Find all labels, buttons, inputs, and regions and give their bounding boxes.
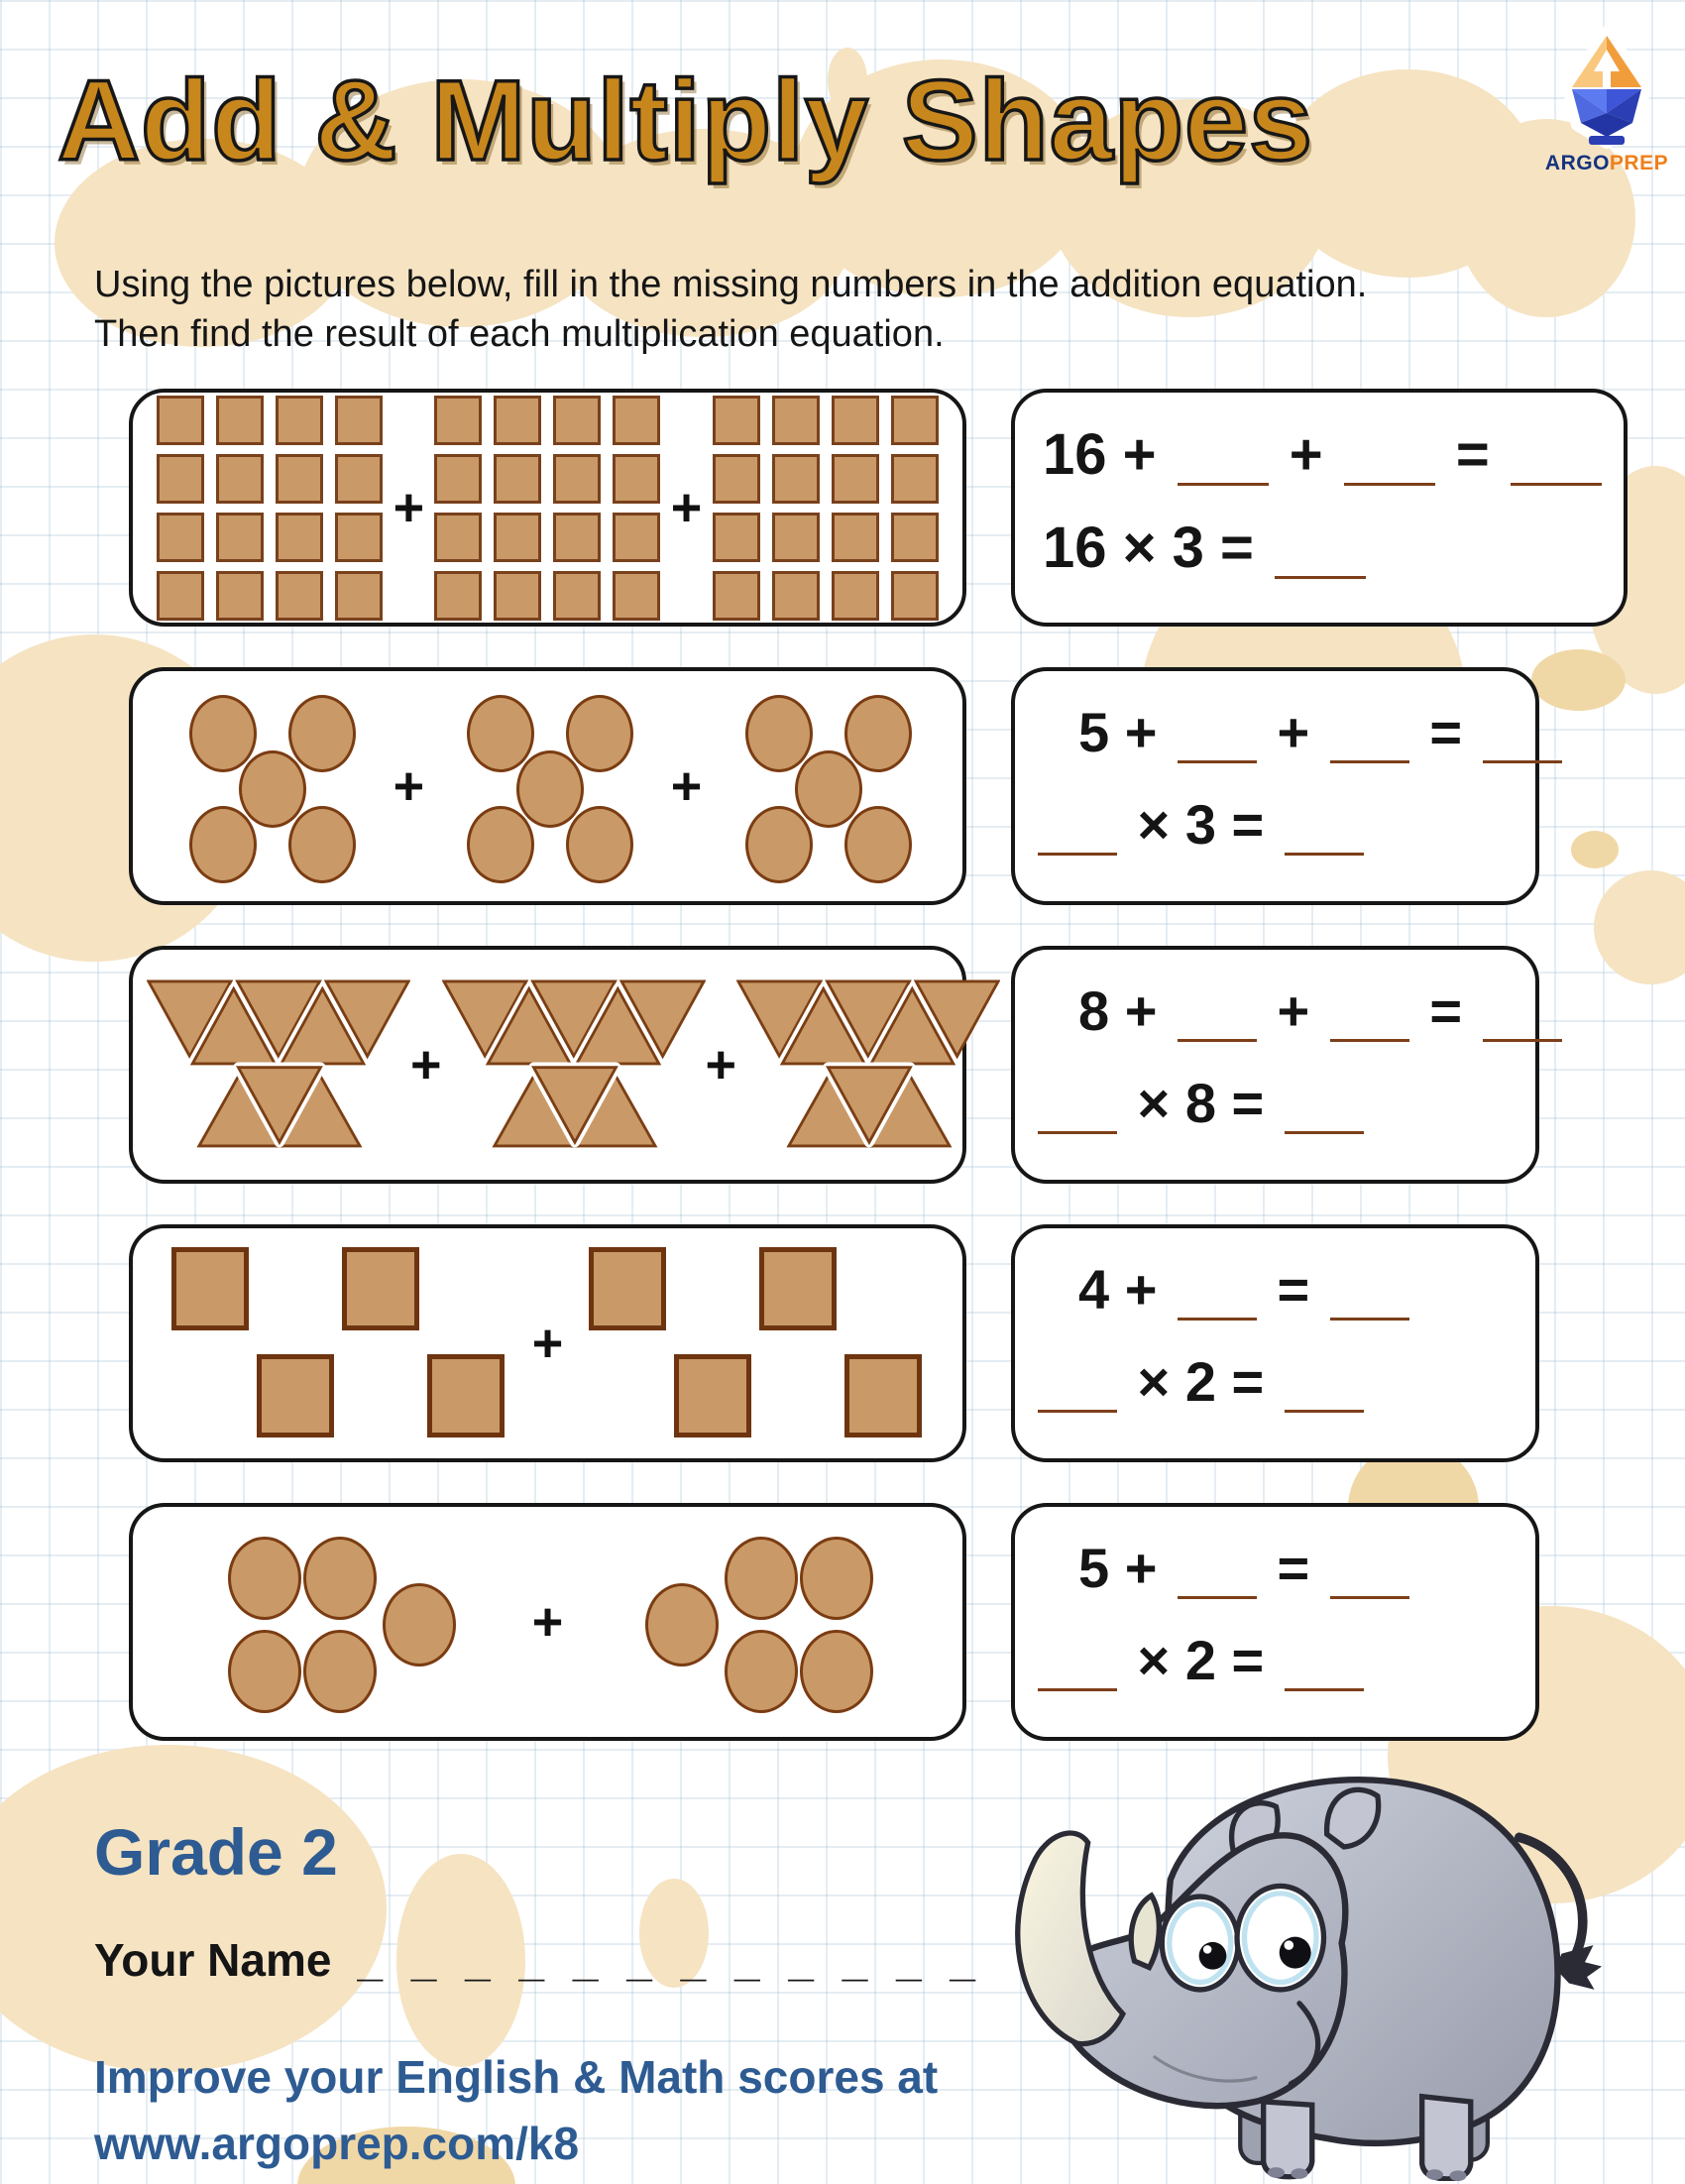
square-shape	[772, 454, 820, 504]
equation-text: × 2 =	[1122, 1629, 1280, 1691]
equation-text: 5 +	[1078, 701, 1173, 763]
worksheet-row	[129, 389, 1655, 627]
addition-equation	[1015, 422, 1624, 487]
addition-equation	[1015, 979, 1535, 1042]
circle-shape	[189, 695, 257, 772]
shape-group	[228, 1537, 450, 1707]
answer-blank[interactable]	[1275, 566, 1366, 579]
circle-shape	[288, 806, 356, 883]
square-shape	[276, 454, 323, 504]
square-shape	[216, 571, 264, 621]
shape-picture-box	[129, 667, 966, 905]
circle-shape	[725, 1537, 798, 1620]
circle-shape	[800, 1630, 873, 1713]
instructions	[94, 260, 1367, 359]
equation-text: 16 × 3 =	[1043, 516, 1270, 580]
square-shape	[832, 396, 879, 445]
answer-blank[interactable]	[1511, 473, 1602, 486]
shape-group	[589, 1247, 924, 1439]
shape-picture-box	[129, 389, 966, 627]
multiplication-equation	[1015, 1072, 1535, 1134]
answer-blank[interactable]	[1330, 1586, 1409, 1599]
square-shape	[772, 396, 820, 445]
equation-box	[1011, 946, 1539, 1184]
circle-shape	[725, 1630, 798, 1713]
square-shape	[713, 454, 760, 504]
answer-blank[interactable]	[1330, 750, 1409, 763]
square-shape	[891, 513, 939, 562]
shape-group	[171, 1247, 506, 1439]
answer-blank[interactable]	[1038, 1678, 1117, 1691]
square-shape	[335, 454, 383, 504]
circle-shape	[383, 1583, 456, 1667]
square-shape	[891, 396, 939, 445]
equation-box	[1011, 389, 1628, 627]
equation-text: 5 +	[1078, 1537, 1173, 1599]
square-shape	[157, 513, 204, 562]
square-shape	[276, 396, 323, 445]
answer-blank[interactable]	[1330, 1029, 1409, 1042]
plus-symbol: +	[670, 478, 703, 537]
square-shape	[589, 1247, 666, 1330]
your-name-label: Your Name	[94, 1934, 332, 1986]
answer-blank[interactable]	[1285, 1400, 1364, 1413]
square-shape	[427, 1354, 505, 1437]
circle-shape	[795, 750, 862, 828]
addition-equation	[1015, 1258, 1535, 1321]
worksheet-rows	[129, 389, 1655, 1782]
square-shape	[171, 1247, 249, 1330]
multiplication-equation	[1015, 793, 1535, 856]
circle-shape	[566, 806, 633, 883]
circle-shape	[566, 695, 633, 772]
square-shape	[553, 396, 601, 445]
equation-box	[1011, 667, 1539, 905]
square-shape	[342, 1247, 419, 1330]
answer-blank[interactable]	[1178, 1308, 1257, 1321]
plus-symbol: +	[531, 1592, 564, 1652]
shape-group	[189, 695, 350, 877]
square-shape	[613, 513, 660, 562]
instructions-line-1: Using the pictures below, fill in the missing numbers in the addition equation.	[94, 264, 1368, 305]
triangle-cluster-graphic	[736, 977, 1000, 1148]
multiplication-equation	[1015, 1350, 1535, 1413]
square-shape	[613, 454, 660, 504]
circle-shape	[745, 695, 813, 772]
plus-symbol: +	[393, 756, 425, 816]
square-shape	[613, 571, 660, 621]
circle-shape	[467, 806, 534, 883]
circle-shape	[844, 806, 912, 883]
shape-group	[157, 396, 383, 621]
square-shape	[553, 454, 601, 504]
square-shape	[157, 454, 204, 504]
square-shape	[613, 396, 660, 445]
square-shape	[276, 571, 323, 621]
circle-shape	[288, 695, 356, 772]
square-shape	[553, 513, 601, 562]
answer-blank[interactable]	[1178, 1586, 1257, 1599]
square-shape	[832, 513, 879, 562]
circle-shape	[228, 1537, 301, 1620]
worksheet-row	[129, 667, 1655, 905]
equation-text: × 3 =	[1122, 793, 1280, 856]
square-shape	[772, 513, 820, 562]
triangle-cluster-graphic	[442, 977, 706, 1148]
name-line	[94, 1933, 983, 1987]
answer-blank[interactable]	[1344, 473, 1435, 486]
square-shape	[891, 454, 939, 504]
shape-picture-box	[129, 1503, 966, 1741]
circle-shape	[645, 1583, 719, 1667]
square-shape	[434, 454, 482, 504]
shape-group	[713, 396, 939, 621]
square-shape	[553, 571, 601, 621]
square-shape	[713, 513, 760, 562]
shape-group	[434, 396, 660, 621]
shape-group	[442, 977, 706, 1153]
square-shape	[832, 571, 879, 621]
shape-group	[745, 695, 906, 877]
square-shape	[276, 513, 323, 562]
shape-group	[467, 695, 627, 877]
square-shape	[335, 396, 383, 445]
answer-blank[interactable]	[1285, 1121, 1364, 1134]
argoprep-logo-icon	[1547, 26, 1666, 151]
square-shape	[335, 513, 383, 562]
shape-picture-box	[129, 1224, 966, 1462]
circle-shape	[239, 750, 306, 828]
answer-blank[interactable]	[1483, 1029, 1562, 1042]
square-shape	[494, 454, 541, 504]
worksheet-row	[129, 1503, 1655, 1741]
square-shape	[434, 513, 482, 562]
square-shape	[772, 571, 820, 621]
worksheet-row	[129, 1224, 1655, 1462]
square-shape	[713, 396, 760, 445]
square-shape	[434, 571, 482, 621]
square-shape	[832, 454, 879, 504]
multiplication-equation	[1015, 1629, 1535, 1691]
multiplication-equation	[1015, 516, 1624, 580]
answer-blank[interactable]	[1038, 1400, 1117, 1413]
rhino-mascot-illustration	[927, 1737, 1626, 2181]
logo-prep-text: PREP	[1609, 152, 1669, 174]
circle-shape	[745, 806, 813, 883]
argoprep-logo-text	[1542, 152, 1671, 175]
square-shape	[335, 571, 383, 621]
plus-symbol: +	[705, 1035, 737, 1094]
answer-blank[interactable]	[1330, 1308, 1409, 1321]
page-title: Add & Multiply Shapes	[57, 57, 1313, 184]
circle-shape	[516, 750, 584, 828]
circle-shape	[303, 1630, 377, 1713]
square-shape	[434, 396, 482, 445]
equation-text: × 2 =	[1122, 1350, 1280, 1413]
square-shape	[494, 571, 541, 621]
square-shape	[216, 396, 264, 445]
background-blob	[0, 1745, 387, 2072]
square-shape	[157, 571, 204, 621]
equation-text: =	[1261, 1537, 1325, 1599]
equation-box	[1011, 1503, 1539, 1741]
triangle-cluster-graphic	[147, 977, 410, 1148]
equation-text: +	[1261, 979, 1325, 1042]
equation-text: 8 +	[1078, 979, 1173, 1042]
worksheet-row	[129, 946, 1655, 1184]
answer-blank[interactable]	[1038, 1121, 1117, 1134]
square-shape	[891, 571, 939, 621]
equation-text: +	[1261, 701, 1325, 763]
circle-shape	[189, 806, 257, 883]
grade-label: Grade 2	[94, 1815, 338, 1889]
addition-equation	[1015, 701, 1535, 763]
square-shape	[257, 1354, 334, 1437]
answer-blank[interactable]	[1178, 1029, 1257, 1042]
plus-symbol: +	[393, 478, 425, 537]
promo-text	[94, 2044, 938, 2176]
instructions-line-2: Then find the result of each multiplication equation.	[94, 313, 945, 356]
plus-symbol: +	[670, 756, 703, 816]
square-shape	[759, 1247, 837, 1330]
square-shape	[494, 396, 541, 445]
name-blank-line[interactable]: _ _ _ _ _ _ _ _ _ _ _ _	[357, 1934, 984, 1986]
square-shape	[157, 396, 204, 445]
equation-text: +	[1273, 422, 1339, 487]
square-shape	[216, 454, 264, 504]
answer-blank[interactable]	[1038, 843, 1117, 856]
circle-shape	[228, 1630, 301, 1713]
argoprep-logo	[1542, 26, 1671, 175]
answer-blank[interactable]	[1285, 843, 1364, 856]
promo-line-2: www.argoprep.com/k8	[94, 2117, 580, 2169]
answer-blank[interactable]	[1483, 750, 1562, 763]
equation-text: =	[1439, 422, 1506, 487]
square-shape	[844, 1354, 922, 1437]
addition-equation	[1015, 1537, 1535, 1599]
equation-text: =	[1261, 1258, 1325, 1321]
answer-blank[interactable]	[1285, 1678, 1364, 1691]
circle-shape	[467, 695, 534, 772]
square-shape	[494, 513, 541, 562]
equation-box	[1011, 1224, 1539, 1462]
square-shape	[713, 571, 760, 621]
square-shape	[216, 513, 264, 562]
equation-text: =	[1413, 701, 1478, 763]
equation-text: 16 +	[1043, 422, 1173, 487]
plus-symbol: +	[531, 1314, 564, 1373]
shape-picture-box	[129, 946, 966, 1184]
shape-group	[645, 1537, 867, 1707]
circle-shape	[303, 1537, 377, 1620]
equation-text: 4 +	[1078, 1258, 1173, 1321]
circle-shape	[800, 1537, 873, 1620]
circle-shape	[844, 695, 912, 772]
shape-group	[736, 977, 1000, 1153]
equation-text: × 8 =	[1122, 1072, 1280, 1134]
square-shape	[674, 1354, 751, 1437]
plus-symbol: +	[410, 1035, 442, 1094]
promo-line-1: Improve your English & Math scores at	[94, 2051, 939, 2103]
logo-argo-text: ARGO	[1544, 152, 1610, 174]
background-blob	[1013, 206, 1043, 236]
equation-text: =	[1413, 979, 1478, 1042]
answer-blank[interactable]	[1178, 473, 1269, 486]
answer-blank[interactable]	[1178, 750, 1257, 763]
shape-group	[147, 977, 410, 1153]
